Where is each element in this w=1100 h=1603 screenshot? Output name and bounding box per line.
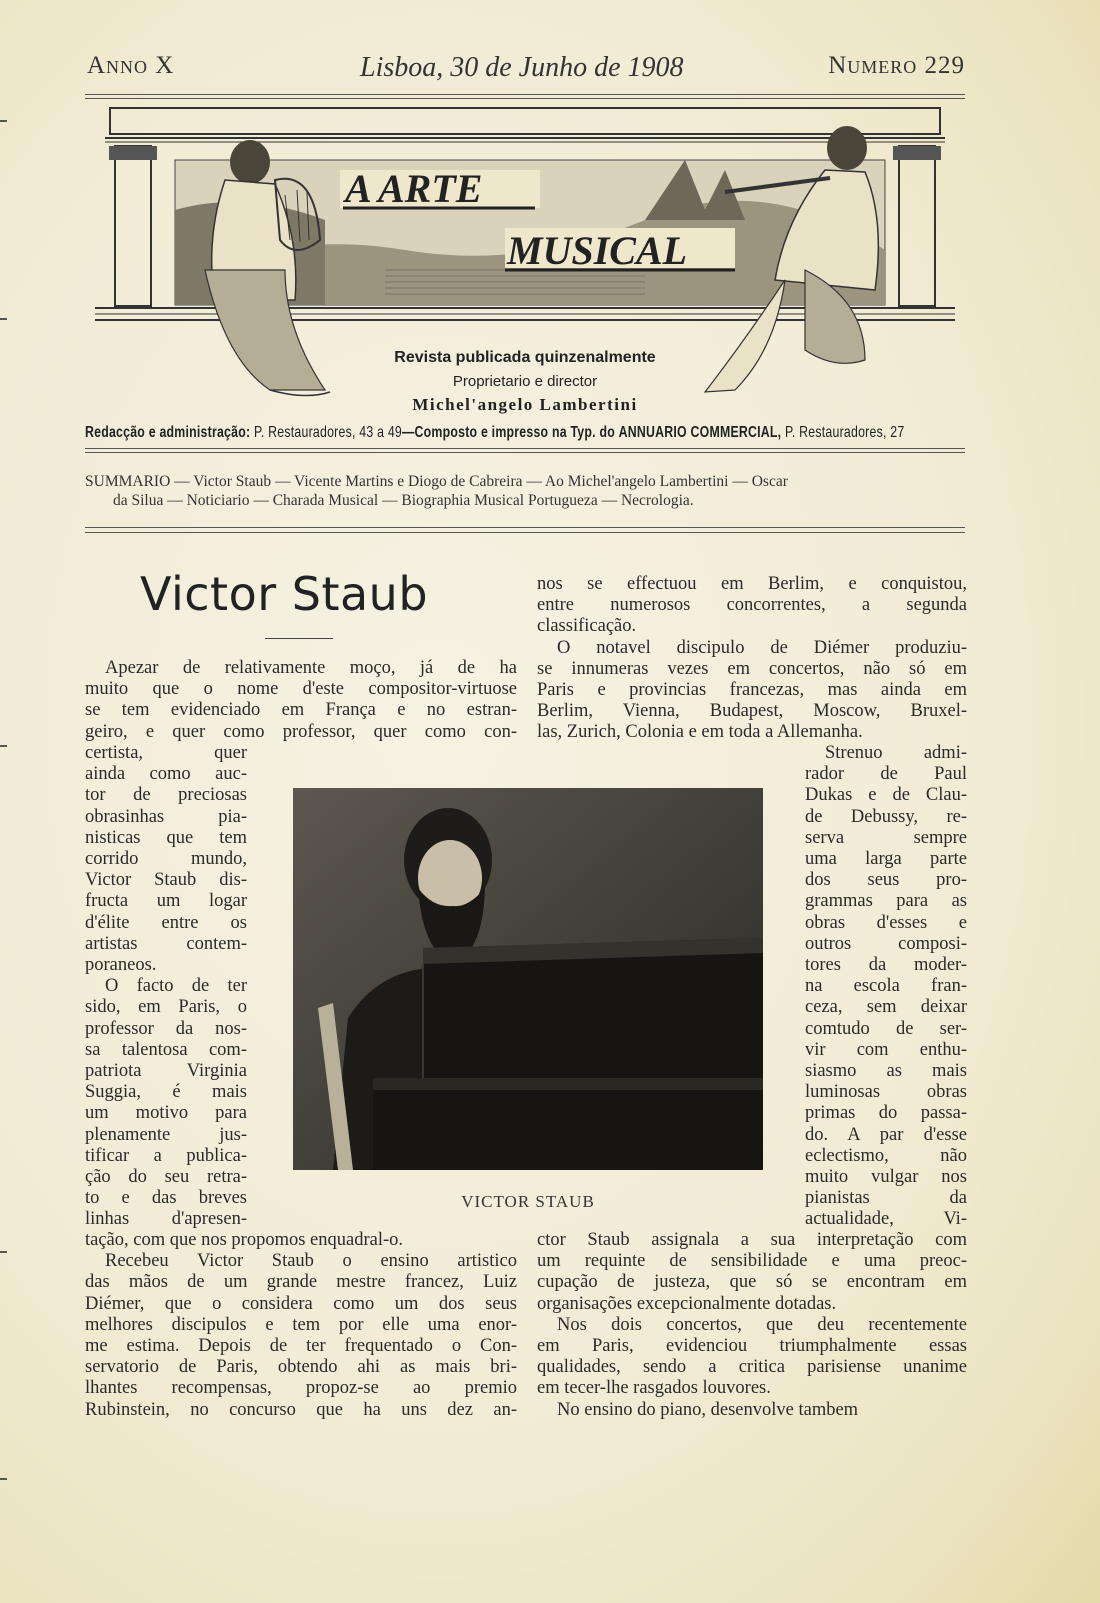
text-line: um motivo para: [85, 1103, 247, 1124]
article-title: Victor Staub: [140, 567, 429, 621]
text-line: No ensino do piano, desenvolve tambem: [557, 1399, 859, 1420]
text-line: em tecer-lhe rasgados louvores.: [537, 1378, 771, 1399]
text-line: Paris e provincias francezas, mas ainda em: [537, 680, 967, 701]
text-line: Recebeu Victor Staub o ensino artistico: [105, 1251, 517, 1272]
title-rule: [265, 638, 333, 639]
owner-label: Proprietario e director: [452, 373, 598, 390]
text-line: geiro, e quer como professor, quer como con-: [85, 721, 517, 742]
text-line: O facto de ter: [105, 976, 247, 997]
left-column-bottom: [85, 1230, 517, 1421]
text-line: grammas para as: [805, 891, 967, 912]
text-line: servatorio de Paris, obtendo ahi as mais bri-: [85, 1357, 517, 1378]
text-line: Berlim, Vienna, Budapest, Moscow, Bruxel-: [537, 701, 967, 722]
address-label: Redacção e administração:: [85, 424, 251, 441]
text-line: Dukas e de Clau-: [805, 785, 967, 806]
text-line: melhores discipulos e tem por elle uma enor-: [85, 1314, 517, 1335]
printer-name: ANNUARIO COMMERCIAL,: [618, 424, 782, 441]
text-line: entre numerosos concorrentes, a segunda: [537, 595, 967, 616]
volume-label: Anno X: [87, 52, 175, 79]
text-line: actualidade, Vi-: [805, 1209, 967, 1230]
text-line: eclectismo, não: [805, 1145, 967, 1166]
address-line: [85, 424, 905, 442]
header-rule-double: [85, 98, 965, 99]
text-line: linhas d'apresen-: [85, 1209, 247, 1230]
text-line: Nos dois concertos, que deu recentemente: [557, 1314, 967, 1335]
text-line: rador de Paul: [805, 764, 967, 785]
summary-line-2: da Silua — Noticiario — Charada Musical — Biographia Musical Portugueza — Necrologia.: [113, 492, 694, 509]
left-column-top: [85, 658, 517, 743]
text-line: tor de preciosas: [85, 785, 247, 806]
photo-caption: VICTOR STAUB: [461, 1192, 595, 1211]
text-line: em Paris, evidenciou triumphalmente essas: [537, 1336, 967, 1357]
text-line: obrasinhas pia-: [85, 806, 247, 827]
printer-label: —Composto e impresso na Typ. do: [401, 424, 615, 441]
left-column-narrow: [85, 743, 247, 1231]
text-line: fructa um logar: [85, 891, 247, 912]
text-line: muito vulgar nos: [805, 1167, 967, 1188]
masthead-title-1: A ARTE: [345, 166, 483, 211]
masthead-title-2: MUSICAL: [507, 228, 688, 273]
text-line: do. A par d'esse: [805, 1124, 967, 1145]
edge-mark: [0, 120, 7, 122]
text-line: na escola fran-: [805, 976, 967, 997]
right-column-bottom: [537, 1230, 967, 1421]
text-line: tores da moder-: [805, 955, 967, 976]
text-line: lhantes recompensas, propoz-se ao premio: [85, 1378, 517, 1399]
text-line: se tem evidenciado em França e no estran-: [85, 700, 517, 721]
text-line: professor da nos-: [85, 1018, 247, 1039]
address-rule: [85, 448, 965, 449]
text-line: comtudo de ser-: [805, 1018, 967, 1039]
edge-mark: [0, 1251, 7, 1253]
text-line: Victor Staub dis-: [85, 870, 247, 891]
text-line: siasmo as mais: [805, 1061, 967, 1082]
text-line: artistas contem-: [85, 933, 247, 954]
text-line: pianistas da: [805, 1188, 967, 1209]
text-line: sa talentosa com-: [85, 1039, 247, 1060]
owner-name: Michel'angelo Lambertini: [412, 395, 638, 414]
dateline: Lisboa, 30 de Junho de 1908: [360, 52, 684, 83]
address-1: P. Restauradores, 43 a 49: [253, 424, 402, 441]
text-line: Strenuo admi-: [825, 743, 967, 763]
text-line: primas do passa-: [805, 1103, 967, 1124]
text-line: um requinte de sensibilidade e uma preoc-: [537, 1251, 967, 1272]
text-line: certista, quer: [85, 743, 247, 763]
summary-rule-double: [85, 532, 965, 533]
text-line: das mãos de um grande mestre francez, Luiz: [85, 1272, 517, 1293]
text-line: las, Zurich, Colonia e em toda a Allemanha.: [537, 722, 863, 743]
summary-rule: [85, 527, 965, 528]
address-rule-double: [85, 452, 965, 453]
text-line: se innumeras vezes em concertos, não só em: [537, 658, 967, 679]
text-line: ção do seu retra-: [85, 1167, 247, 1188]
text-line: patriota Virginia: [85, 1061, 247, 1082]
text-line: obras d'esses e: [805, 912, 967, 933]
edge-mark: [0, 745, 7, 747]
text-line: qualidades, sendo a critica parisiense unanime: [537, 1357, 967, 1378]
right-column-narrow: [805, 743, 967, 1231]
text-line: tificar a publica-: [85, 1145, 247, 1166]
text-line: luminosas obras: [805, 1082, 967, 1103]
edge-mark: [0, 318, 7, 320]
text-line: plenamente jus-: [85, 1124, 247, 1145]
text-line: to e das breves: [85, 1188, 247, 1209]
text-line: outros composi-: [805, 933, 967, 954]
text-line: uma larga parte: [805, 849, 967, 870]
text-line: me estima. Depois de ter frequentado o Con-: [85, 1336, 517, 1357]
text-line: classificação.: [537, 616, 637, 637]
text-line: sido, em Paris, o: [85, 997, 247, 1018]
text-line: corrido mundo,: [85, 849, 247, 870]
text-line: ceza, sem deixar: [805, 997, 967, 1018]
header-rule: [85, 94, 965, 95]
text-line: cupação de justeza, que só se encontram em: [537, 1272, 967, 1293]
text-line: serva sempre: [805, 827, 967, 848]
text-line: Apezar de relativamente moço, já de ha: [105, 658, 517, 678]
text-line: dos seus pro-: [805, 870, 967, 891]
text-line: nos se effectuou em Berlim, e conquistou,: [537, 574, 967, 594]
text-line: O notavel discipulo de Diémer produziu-: [557, 637, 967, 658]
portrait-photo: [293, 788, 763, 1170]
text-line: vir com enthu-: [805, 1039, 967, 1060]
summary-line-1: SUMMARIO — Victor Staub — Vicente Martins e Diogo de Cabreira — Ao Michel'angelo Lambertini — Oscar: [85, 473, 788, 490]
text-line: de Debussy, re-: [805, 806, 967, 827]
text-line: tação, com que nos propomos enquadral-o.: [85, 1230, 404, 1250]
text-line: Rubinstein, no concurso que ha uns dez an-: [85, 1399, 517, 1420]
summary-block: [85, 472, 965, 510]
text-line: organisações excepcionalmente dotadas.: [537, 1293, 837, 1314]
right-column-top: [537, 574, 967, 744]
text-line: Suggia, é mais: [85, 1082, 247, 1103]
masthead-illustration: [85, 100, 965, 420]
text-line: ctor Staub assignala a sua interpretação com: [537, 1230, 967, 1250]
text-line: nisticas que tem: [85, 827, 247, 848]
text-line: d'élite entre os: [85, 912, 247, 933]
masthead-subtitle: Revista publicada quinzenalmente: [394, 349, 656, 366]
text-line: muito que o nome d'este compositor-virtuose: [85, 679, 517, 700]
edge-mark: [0, 1478, 7, 1480]
text-line: Diémer, que o considera como um dos seus: [85, 1293, 517, 1314]
text-line: ainda como auc-: [85, 764, 247, 785]
issue-number: Numero 229: [828, 52, 965, 79]
address-2: P. Restauradores, 27: [785, 424, 905, 441]
text-line: poraneos.: [85, 955, 157, 976]
